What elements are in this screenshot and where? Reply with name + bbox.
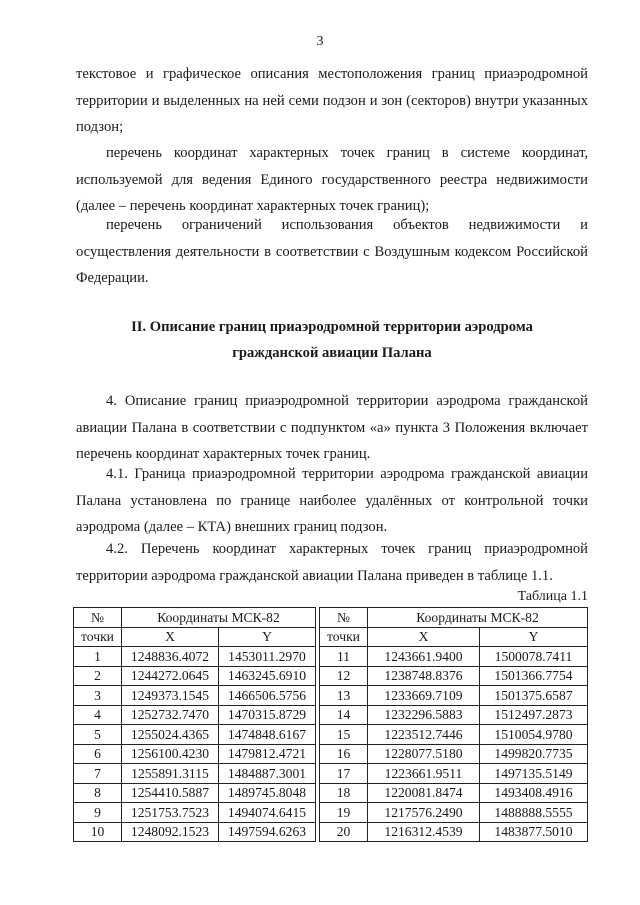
cell-point-number: 9: [74, 803, 122, 823]
cell-x: 1216312.4539: [368, 822, 480, 842]
cell-point-number: 13: [320, 686, 368, 706]
cell-point-number: 4: [74, 705, 122, 725]
table-row: [320, 666, 588, 686]
table-row: [320, 686, 588, 706]
table-row: [74, 783, 316, 803]
cell-x: 1233669.7109: [368, 686, 480, 706]
paragraph-4: 4. Описание границ приаэродромной территории аэродрома гражданской авиации Палана в соответствии с подпунктом «а» пункта 3 Положения включает перечень координат характерных точек границ.: [76, 393, 588, 463]
table-row: [74, 725, 316, 745]
cell-x: 1232296.5883: [368, 705, 480, 725]
cell-x: 1223661.9511: [368, 764, 480, 784]
cell-x: 1255891.3115: [122, 764, 219, 784]
header-number: №: [320, 608, 368, 628]
cell-x: 1217576.2490: [368, 803, 480, 823]
section-heading-line2: гражданской авиации Палана: [232, 345, 432, 361]
table-row: [74, 803, 316, 823]
table-row: [320, 647, 588, 667]
table-row: [320, 803, 588, 823]
cell-point-number: 2: [74, 666, 122, 686]
cell-point-number: 15: [320, 725, 368, 745]
table-row: [74, 705, 316, 725]
cell-point-number: 1: [74, 647, 122, 667]
coordinates-table-right: [319, 607, 588, 842]
cell-y: 1466506.5756: [219, 686, 316, 706]
paragraph-coordinates-item: перечень координат характерных точек границ в системе координат, используемой для ведения Единого государственного реестра недвижимости (далее – перечень координат характерных точек границ);: [76, 145, 588, 215]
header-point: точки: [74, 627, 122, 647]
cell-y: 1489745.8048: [219, 783, 316, 803]
cell-y: 1510054.9780: [480, 725, 588, 745]
table-row: [320, 725, 588, 745]
table-row: [74, 822, 316, 842]
cell-y: 1453011.2970: [219, 647, 316, 667]
table-row: [74, 764, 316, 784]
table-row: [320, 705, 588, 725]
cell-point-number: 12: [320, 666, 368, 686]
cell-x: 1251753.7523: [122, 803, 219, 823]
table-row: [74, 666, 316, 686]
cell-point-number: 7: [74, 764, 122, 784]
page-number: 3: [316, 34, 324, 49]
cell-y: 1494074.6415: [219, 803, 316, 823]
cell-x: 1220081.8474: [368, 783, 480, 803]
cell-point-number: 8: [74, 783, 122, 803]
cell-x: 1248092.1523: [122, 822, 219, 842]
cell-x: 1244272.0645: [122, 666, 219, 686]
cell-point-number: 20: [320, 822, 368, 842]
cell-y: 1488888.5555: [480, 803, 588, 823]
table-row: [320, 744, 588, 764]
cell-point-number: 10: [74, 822, 122, 842]
cell-y: 1501375.6587: [480, 686, 588, 706]
header-number: №: [74, 608, 122, 628]
table-body-right: [320, 647, 588, 842]
cell-point-number: 18: [320, 783, 368, 803]
cell-point-number: 3: [74, 686, 122, 706]
cell-y: 1497594.6263: [219, 822, 316, 842]
cell-y: 1474848.6167: [219, 725, 316, 745]
table-body-left: [74, 647, 316, 842]
paragraph-restrictions-item: перечень ограничений использования объектов недвижимости и осуществления деятельности в соответствии с Воздушным кодексом Российской Федерации.: [76, 217, 588, 287]
table-row: [320, 764, 588, 784]
paragraph-4-1: 4.1. Граница приаэродромной территории аэродрома гражданской авиации Палана установлена по границе наиболее удалённых от контрольной точки аэродрома (далее – КТА) внешних границ подзон.: [76, 466, 588, 536]
cell-x: 1248836.4072: [122, 647, 219, 667]
table-row: [74, 647, 316, 667]
cell-y: 1493408.4916: [480, 783, 588, 803]
cell-point-number: 14: [320, 705, 368, 725]
cell-x: 1228077.5180: [368, 744, 480, 764]
cell-y: 1497135.5149: [480, 764, 588, 784]
header-y: Y: [219, 627, 316, 647]
cell-point-number: 11: [320, 647, 368, 667]
cell-y: 1483877.5010: [480, 822, 588, 842]
cell-y: 1479812.4721: [219, 744, 316, 764]
header-y: Y: [480, 627, 588, 647]
cell-x: 1255024.4365: [122, 725, 219, 745]
header-point: точки: [320, 627, 368, 647]
header-coordinates: Координаты МСК-82: [122, 608, 316, 628]
cell-x: 1254410.5887: [122, 783, 219, 803]
header-coordinates: Координаты МСК-82: [368, 608, 588, 628]
section-heading-line1: II. Описание границ приаэродромной территории аэродрома: [131, 319, 533, 335]
cell-point-number: 5: [74, 725, 122, 745]
table-caption: Таблица 1.1: [517, 589, 588, 604]
table-row: [74, 744, 316, 764]
cell-y: 1501366.7754: [480, 666, 588, 686]
table-row: [320, 822, 588, 842]
section-heading: [76, 314, 588, 366]
cell-y: 1470315.8729: [219, 705, 316, 725]
cell-point-number: 19: [320, 803, 368, 823]
cell-x: 1243661.9400: [368, 647, 480, 667]
cell-point-number: 17: [320, 764, 368, 784]
table-row: [320, 783, 588, 803]
header-x: X: [368, 627, 480, 647]
header-x: X: [122, 627, 219, 647]
paragraph-description-item: текстовое и графическое описания местоположения границ приаэродромной территории и выделенных на ней семи подзон и зон (секторов) внутри указанных подзон;: [76, 66, 588, 136]
cell-y: 1512497.2873: [480, 705, 588, 725]
cell-y: 1484887.3001: [219, 764, 316, 784]
cell-point-number: 16: [320, 744, 368, 764]
cell-x: 1223512.7446: [368, 725, 480, 745]
paragraph-4-2: 4.2. Перечень координат характерных точек границ приаэродромной территории аэродрома гражданской авиации Палана приведен в таблице 1.1.: [76, 541, 588, 584]
cell-point-number: 6: [74, 744, 122, 764]
cell-x: 1238748.8376: [368, 666, 480, 686]
cell-y: 1463245.6910: [219, 666, 316, 686]
cell-y: 1499820.7735: [480, 744, 588, 764]
coordinates-table-left: [73, 607, 316, 842]
cell-x: 1249373.1545: [122, 686, 219, 706]
cell-x: 1256100.4230: [122, 744, 219, 764]
cell-y: 1500078.7411: [480, 647, 588, 667]
cell-x: 1252732.7470: [122, 705, 219, 725]
table-row: [74, 686, 316, 706]
